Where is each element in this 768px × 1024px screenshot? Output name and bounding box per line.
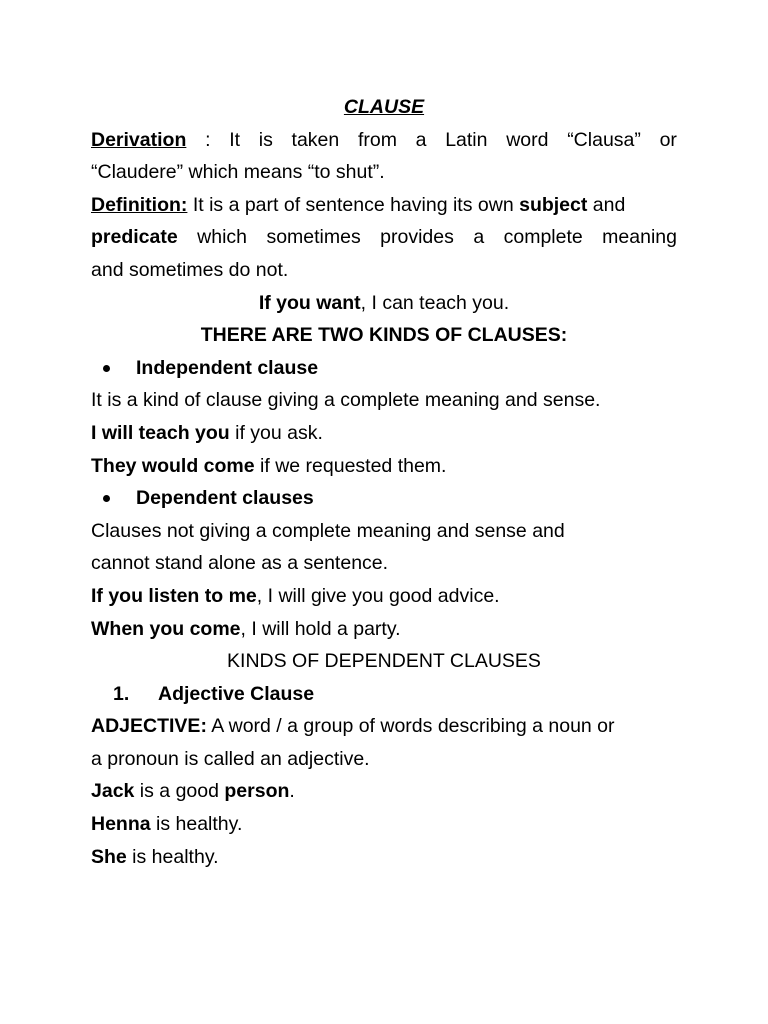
example-part: Jack: [91, 780, 135, 803]
derivation-word: “Clausa”: [567, 128, 641, 151]
example-part: She: [91, 845, 127, 868]
example-rest: , I will hold a party.: [240, 617, 401, 640]
title-text: CLAUSE: [343, 96, 425, 118]
definition-word: which: [197, 226, 247, 249]
definition-word: provides: [380, 226, 454, 249]
derivation-word: taken: [291, 128, 340, 151]
adjective-definition-1: [91, 710, 677, 743]
independent-example-2: [91, 450, 677, 483]
bullet-icon: [103, 365, 110, 372]
adjective-example-1: [91, 775, 677, 808]
derivation-word: from: [357, 128, 397, 151]
adjective-clause-heading: Adjective Clause: [158, 682, 315, 705]
example-rest: , I will give you good advice.: [256, 584, 500, 607]
example-part: is healthy.: [126, 845, 219, 868]
definition-word: meaning: [602, 226, 677, 249]
document-page: [91, 91, 677, 873]
page-title: [91, 91, 677, 124]
and-word: and: [587, 193, 626, 216]
dependent-description-1: Clauses not giving a complete meaning and sense and: [91, 519, 565, 542]
example-bold: If you listen to me: [91, 584, 257, 607]
derivation-line-1: [91, 124, 677, 157]
bullet-icon: [103, 495, 110, 502]
derivation-word: word: [506, 128, 549, 151]
kinds-dependent-heading: KINDS OF DEPENDENT CLAUSES: [227, 650, 541, 673]
independent-heading: Independent clause: [136, 356, 319, 379]
definition-word: complete: [503, 226, 583, 249]
adjective-example-2: [91, 808, 677, 841]
definition-line-2: [91, 221, 677, 254]
derivation-word: a: [415, 128, 427, 151]
definition-line-1: [91, 189, 677, 222]
adjective-example-3: [91, 841, 677, 874]
dependent-example-1: [91, 580, 677, 613]
derivation-line-2: “Claudere” which means “to shut”.: [91, 161, 385, 184]
independent-example-1: [91, 417, 677, 450]
dependent-description-2: cannot stand alone as a sentence.: [91, 552, 389, 575]
centered-example-bold: If you want: [258, 291, 361, 314]
example-bold: I will teach you: [91, 421, 230, 444]
definition-text: It is a part of sentence having its own: [187, 193, 520, 216]
adjective-definition-2: a pronoun is called an adjective.: [91, 747, 370, 770]
dependent-example-2: [91, 613, 677, 646]
derivation-word: It: [229, 128, 241, 151]
example-rest: if we requested them.: [254, 454, 447, 477]
example-bold: They would come: [91, 454, 255, 477]
definition-word: sometimes: [266, 226, 361, 249]
dependent-heading: Dependent clauses: [136, 487, 314, 510]
adjective-label: ADJECTIVE:: [91, 715, 207, 738]
predicate-word: predicate: [91, 226, 178, 249]
derivation-label-group: [91, 124, 186, 157]
example-part: Henna: [91, 813, 151, 836]
example-part: .: [289, 780, 295, 803]
derivation-word: or: [659, 128, 677, 151]
definition-word: a: [473, 226, 485, 249]
independent-description: It is a kind of clause giving a complete meaning and sense.: [91, 389, 601, 412]
derivation-word: is: [258, 128, 273, 151]
example-part: is healthy.: [150, 813, 243, 836]
example-part: is a good: [134, 780, 225, 803]
derivation-label: Derivation: [91, 128, 187, 151]
bullet-dependent: [91, 482, 677, 515]
example-part: person: [224, 780, 290, 803]
definition-line-3: and sometimes do not.: [91, 258, 289, 281]
example-rest: if you ask.: [229, 421, 323, 444]
centered-example-rest: , I can teach you.: [360, 291, 510, 314]
centered-example: [91, 287, 677, 320]
two-kinds-heading: THERE ARE TWO KINDS OF CLAUSES:: [200, 324, 568, 347]
example-bold: When you come: [91, 617, 241, 640]
derivation-word: :: [205, 128, 211, 151]
definition-label: Definition:: [91, 193, 188, 216]
adjective-definition-text: A word / a group of words describing a noun or: [206, 715, 615, 738]
list-number: 1.: [113, 682, 130, 705]
numbered-adjective-clause: [91, 678, 677, 711]
bullet-independent: [91, 352, 677, 385]
subject-word: subject: [519, 193, 588, 216]
derivation-word: Latin: [445, 128, 488, 151]
